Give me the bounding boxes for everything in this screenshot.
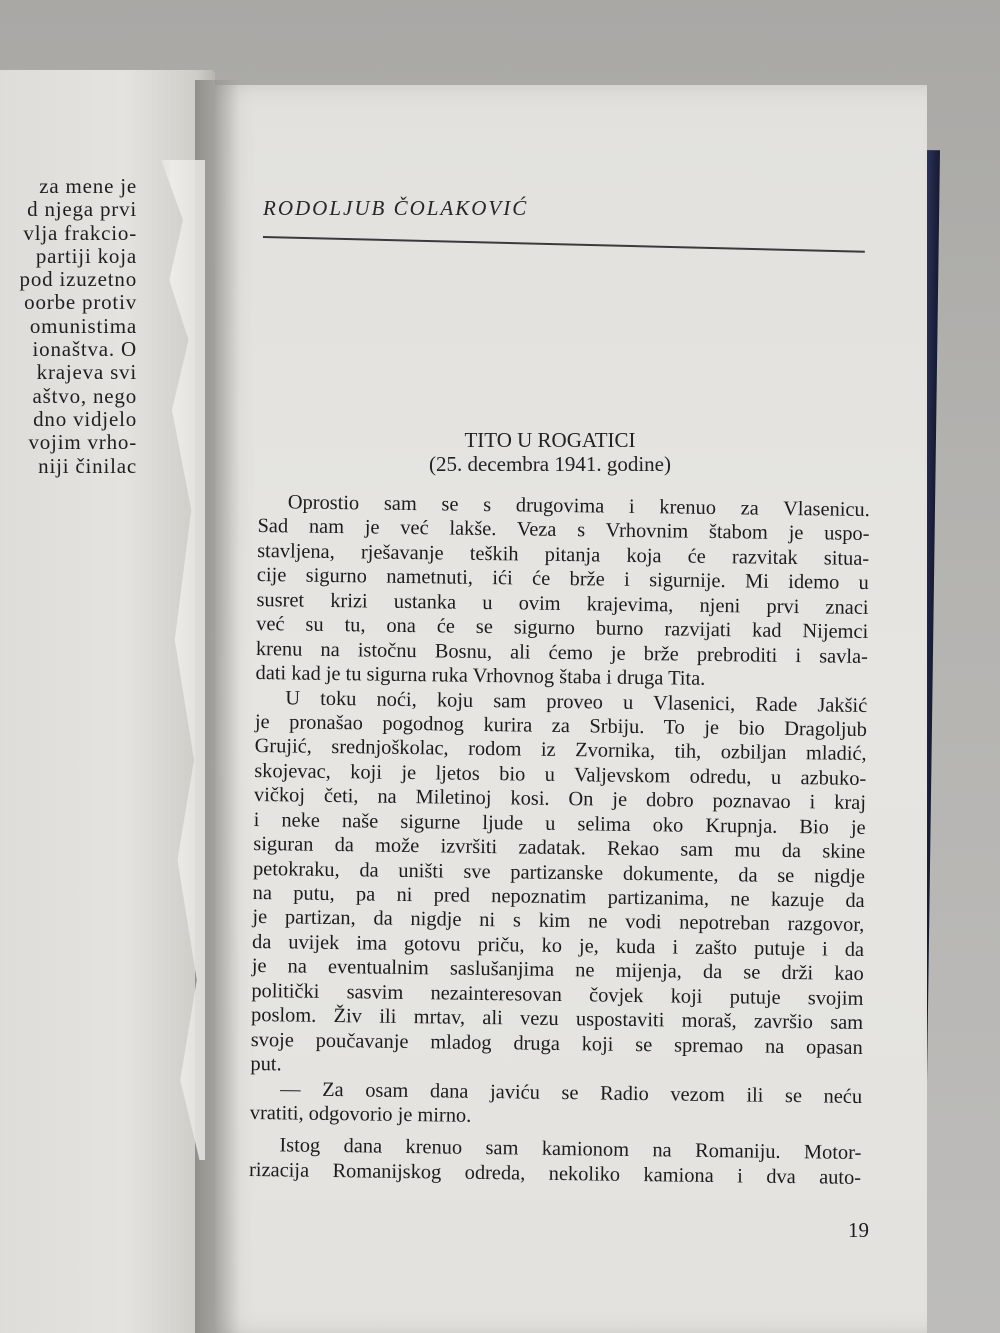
text-line: je pronašao pogodnog kurira za Srbiju. To je bio Dragoljub — [254, 710, 868, 741]
running-head-author: RODOLJUB ČOLAKOVIĆ — [263, 196, 529, 220]
text-line: stavljena, rješavanje teških pitanja koja će razvitak situa- — [257, 539, 870, 570]
text-line: cije sigurno nametnuti, ići će brže i sigurnije. Mi idemo u — [256, 564, 869, 595]
left-page-line: pod izuzetno — [19, 267, 137, 292]
text-line: na putu, pa ni pred nepoznatim partizanima, ne kazuje da — [252, 881, 865, 912]
text-line: Grujić, srednjoškolac, rodom iz Zvornika, tih, ozbiljan mladić, — [254, 735, 867, 766]
left-page-line: krajeva svi — [36, 360, 137, 385]
text-line: U toku noći, koju sam proveo u Vlasenici, Rade Jakšić — [285, 686, 868, 717]
text-line: susret krizi ustanka u ovim krajevima, njeni prvi znaci — [256, 588, 869, 619]
left-page-line: za mene je — [39, 174, 137, 198]
text-line: dati kad je tu sigurna ruka Vrhovnog štaba i druga Tita. — [255, 662, 706, 690]
text-line: je na eventualnim saslušanjima ne mijenja, da se drži kao — [251, 955, 864, 986]
text-line: i neke naše sigurne ljude u selima oko Krupnja. Bio je — [253, 808, 866, 839]
left-page-line: omunistima — [29, 313, 137, 338]
left-page-line: oorbe protiv — [24, 290, 137, 315]
left-page-line: vlja frakcio- — [23, 220, 137, 245]
text-line: već su tu, ona će se sigurno burno razvijati kad Nijemci — [256, 613, 869, 644]
text-line: svoje poučavanje mladog druga koji se spremao na opasan — [250, 1028, 863, 1059]
text-line: Oprostio sam se s drugovima i krenuo za Vlasenicu. — [287, 491, 870, 522]
text-line: petokraku, da uništi sve partizanske dokumente, da se nigdje — [252, 857, 866, 888]
text-line: Sad nam je već lakše. Veza s Vrhovnim štabom je uspo- — [257, 515, 870, 546]
text-line: vratiti, odgovorio je mirno. — [249, 1101, 472, 1127]
body-text — [249, 490, 870, 1190]
text-line: poslom. Živ ili mrtav, ali vezu uspostaviti moraš, završio sam — [250, 1004, 864, 1035]
left-page-line: aštvo, nego — [32, 383, 137, 408]
chapter-date: (25. decembra 1941. godine) — [428, 452, 671, 476]
left-page-line: partiji koja — [35, 243, 137, 268]
left-page-line: vojim vrho- — [28, 430, 137, 455]
page-number: 19 — [848, 1218, 869, 1242]
left-page-line: niji činilac — [38, 453, 137, 478]
text-line: — Za osam dana javiću se Radio vezom ili se neću — [280, 1077, 863, 1108]
text-line: Istog dana krenuo sam kamionom na Romaniju. Motor- — [279, 1134, 862, 1165]
text-line: vičkoj četi, na Miletinoj kosi. On je dobro poznavao i kraj — [253, 784, 867, 815]
text-line: put. — [250, 1053, 282, 1076]
text-line: rizacija Romanijskog odreda, nekoliko kamiona i dva auto- — [248, 1158, 862, 1189]
left-page-line: ionaštva. O — [32, 337, 137, 362]
left-page-line: dno vidjelo — [33, 406, 137, 431]
left-page-text — [20, 175, 137, 478]
text-line: politički sasvim nezainteresovan čovjek koji putuje svojim — [251, 979, 864, 1010]
text-line: siguran da može izvršiti zadatak. Rekao sam mu da skine — [253, 833, 866, 864]
chapter-title: TITO U ROGATICI — [464, 428, 636, 452]
text-line: skojevac, koji je ljetos bio u Valjevskom odredu, u azbuko- — [254, 759, 867, 790]
text-line: da uvijek ima gotovu priču, ko je, kuda i zašto putuje i da — [251, 930, 865, 961]
text-line: je partizan, da nigdje ni s kim ne vodi nepotreban razgovor, — [252, 906, 865, 937]
left-page-line: d njega prvi — [27, 197, 137, 222]
text-line: krenu na istočnu Bosnu, ali ćemo je brže prebroditi i savla- — [255, 637, 869, 668]
